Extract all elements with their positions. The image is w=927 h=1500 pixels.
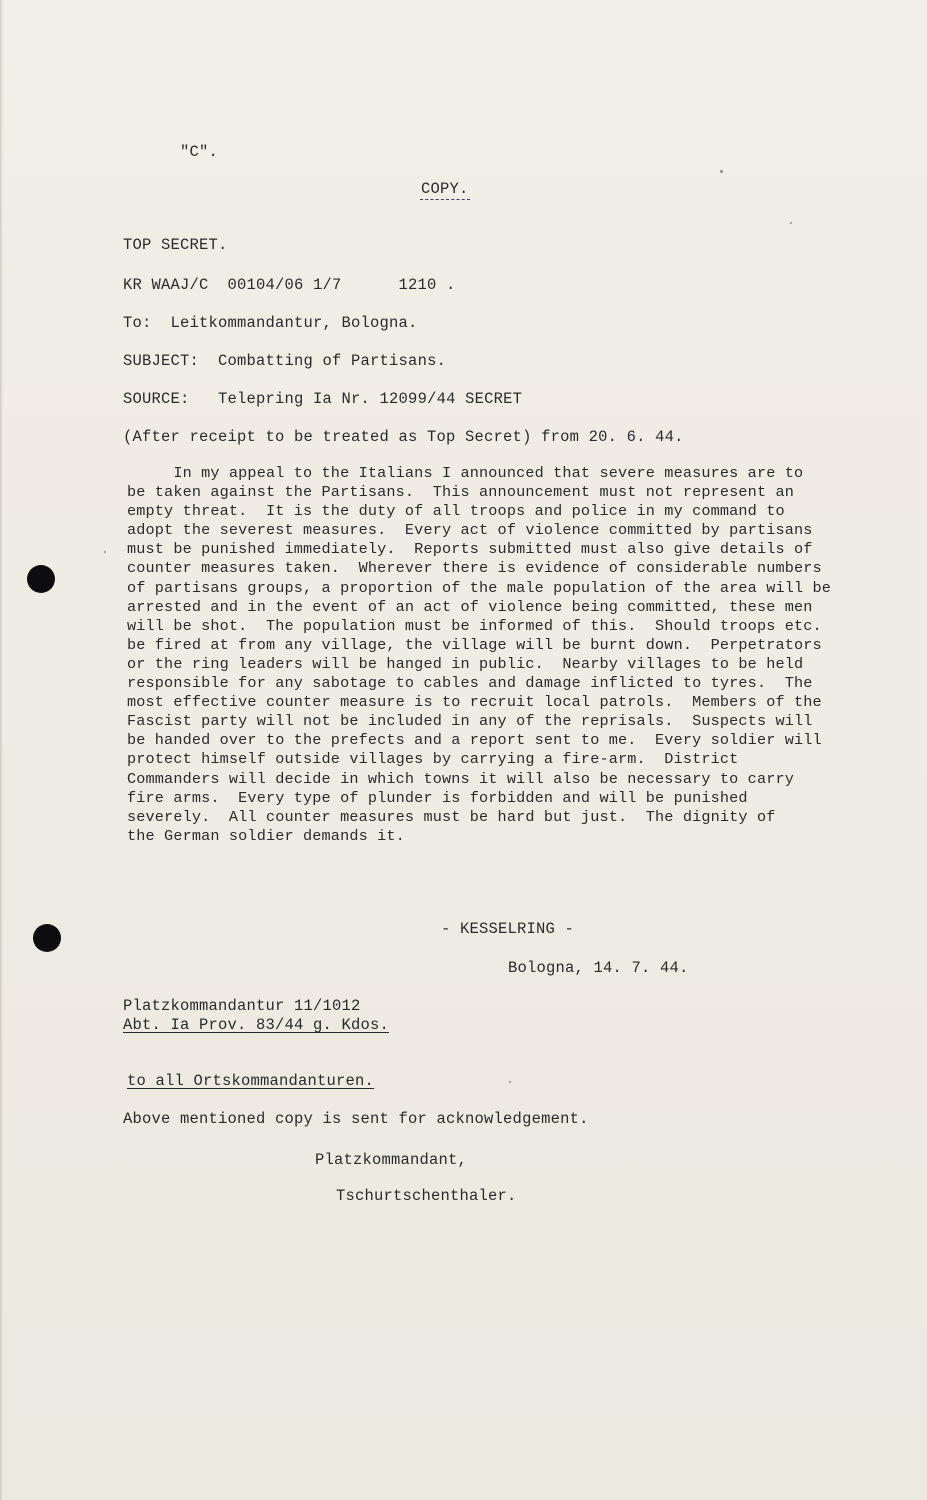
body-line: Fascist party will not be included in any of the reprisals. Suspects will: [127, 712, 813, 731]
reference-number: KR WAAJ/C 00104/06 1/7 1210 .: [123, 276, 456, 294]
paper-speck: [104, 551, 106, 553]
classification: TOP SECRET.: [123, 236, 228, 254]
copy-label: COPY.: [421, 180, 469, 198]
body-line: of partisans groups, a proportion of the male population of the area will be: [127, 578, 832, 597]
source-line: [123, 390, 522, 409]
subject-label: SUBJECT:: [123, 352, 200, 370]
forwarding-office: Platzkommandantur 11/1012: [123, 997, 361, 1015]
forwarding-reference: Abt. Ia Prov. 83/44 g. Kdos.: [123, 1016, 390, 1034]
place-date: Bologna, 14. 7. 44.: [508, 959, 689, 977]
acknowledgement-note: Above mentioned copy is sent for acknowledgement.: [123, 1110, 589, 1128]
body-line: will be shot. The population must be informed of this. Should troops etc.: [127, 616, 822, 635]
subject-value: Combatting of Partisans.: [218, 352, 447, 370]
body-line: counter measures taken. Wherever there is evidence of considerable numbers: [127, 559, 822, 578]
body-line: adopt the severest measures. Every act of violence committed by partisans: [127, 521, 813, 540]
body-line: empty threat. It is the duty of all troops and police in my command to: [127, 502, 785, 521]
body-line: or the ring leaders will be hanged in public. Nearby villages to be held: [127, 654, 804, 673]
copy-underline: [420, 199, 470, 200]
body-line: most effective counter measure is to recruit local patrols. Members of the: [127, 693, 822, 712]
punch-hole-upper: [27, 565, 55, 593]
annex-mark: "C".: [180, 143, 219, 161]
signatory-name: Tschurtschenthaler.: [336, 1187, 517, 1205]
body-line: must be punished immediately. Reports submitted must also give details of: [127, 540, 813, 559]
body-line: be fired at from any village, the village will be burnt down. Perpetrators: [127, 635, 822, 654]
source-value: Telepring Ia Nr. 12099/44 SECRET: [218, 390, 523, 408]
signatory-title: Platzkommandant,: [315, 1151, 468, 1169]
punch-hole-lower: [33, 924, 61, 952]
paper-speck: [720, 170, 723, 173]
recipients: to all Ortskommandanturen.: [127, 1072, 375, 1090]
body-line: the German soldier demands it.: [127, 826, 405, 845]
body-line: be taken against the Partisans. This announcement must not represent an: [127, 483, 795, 502]
signature-name: - KESSELRING -: [441, 920, 575, 938]
addressee: To: Leitkommandantur, Bologna.: [123, 314, 418, 332]
body-line: Commanders will decide in which towns it will also be necessary to carry: [127, 769, 795, 788]
subject-line: [123, 352, 446, 371]
body-line: responsible for any sabotage to cables and damage inflicted to tyres. The: [127, 674, 813, 693]
source-label: SOURCE:: [123, 390, 190, 408]
receipt-note: (After receipt to be treated as Top Secret) from 20. 6. 44.: [123, 428, 684, 446]
body-line: protect himself outside villages by carrying a fire-arm. District: [127, 750, 739, 769]
body-line: In my appeal to the Italians I announced that severe measures are to: [127, 464, 804, 482]
paper-edge: [0, 0, 3, 1500]
order-body: [127, 464, 867, 846]
paper-speck: [790, 222, 792, 224]
paper-speck: [509, 1081, 511, 1083]
body-line: arrested and in the event of an act of violence being committed, these men: [127, 597, 813, 616]
body-line: be handed over to the prefects and a report sent to me. Every soldier will: [127, 731, 822, 750]
body-line: fire arms. Every type of plunder is forbidden and will be punished: [127, 788, 748, 807]
body-line: severely. All counter measures must be hard but just. The dignity of: [127, 807, 776, 826]
